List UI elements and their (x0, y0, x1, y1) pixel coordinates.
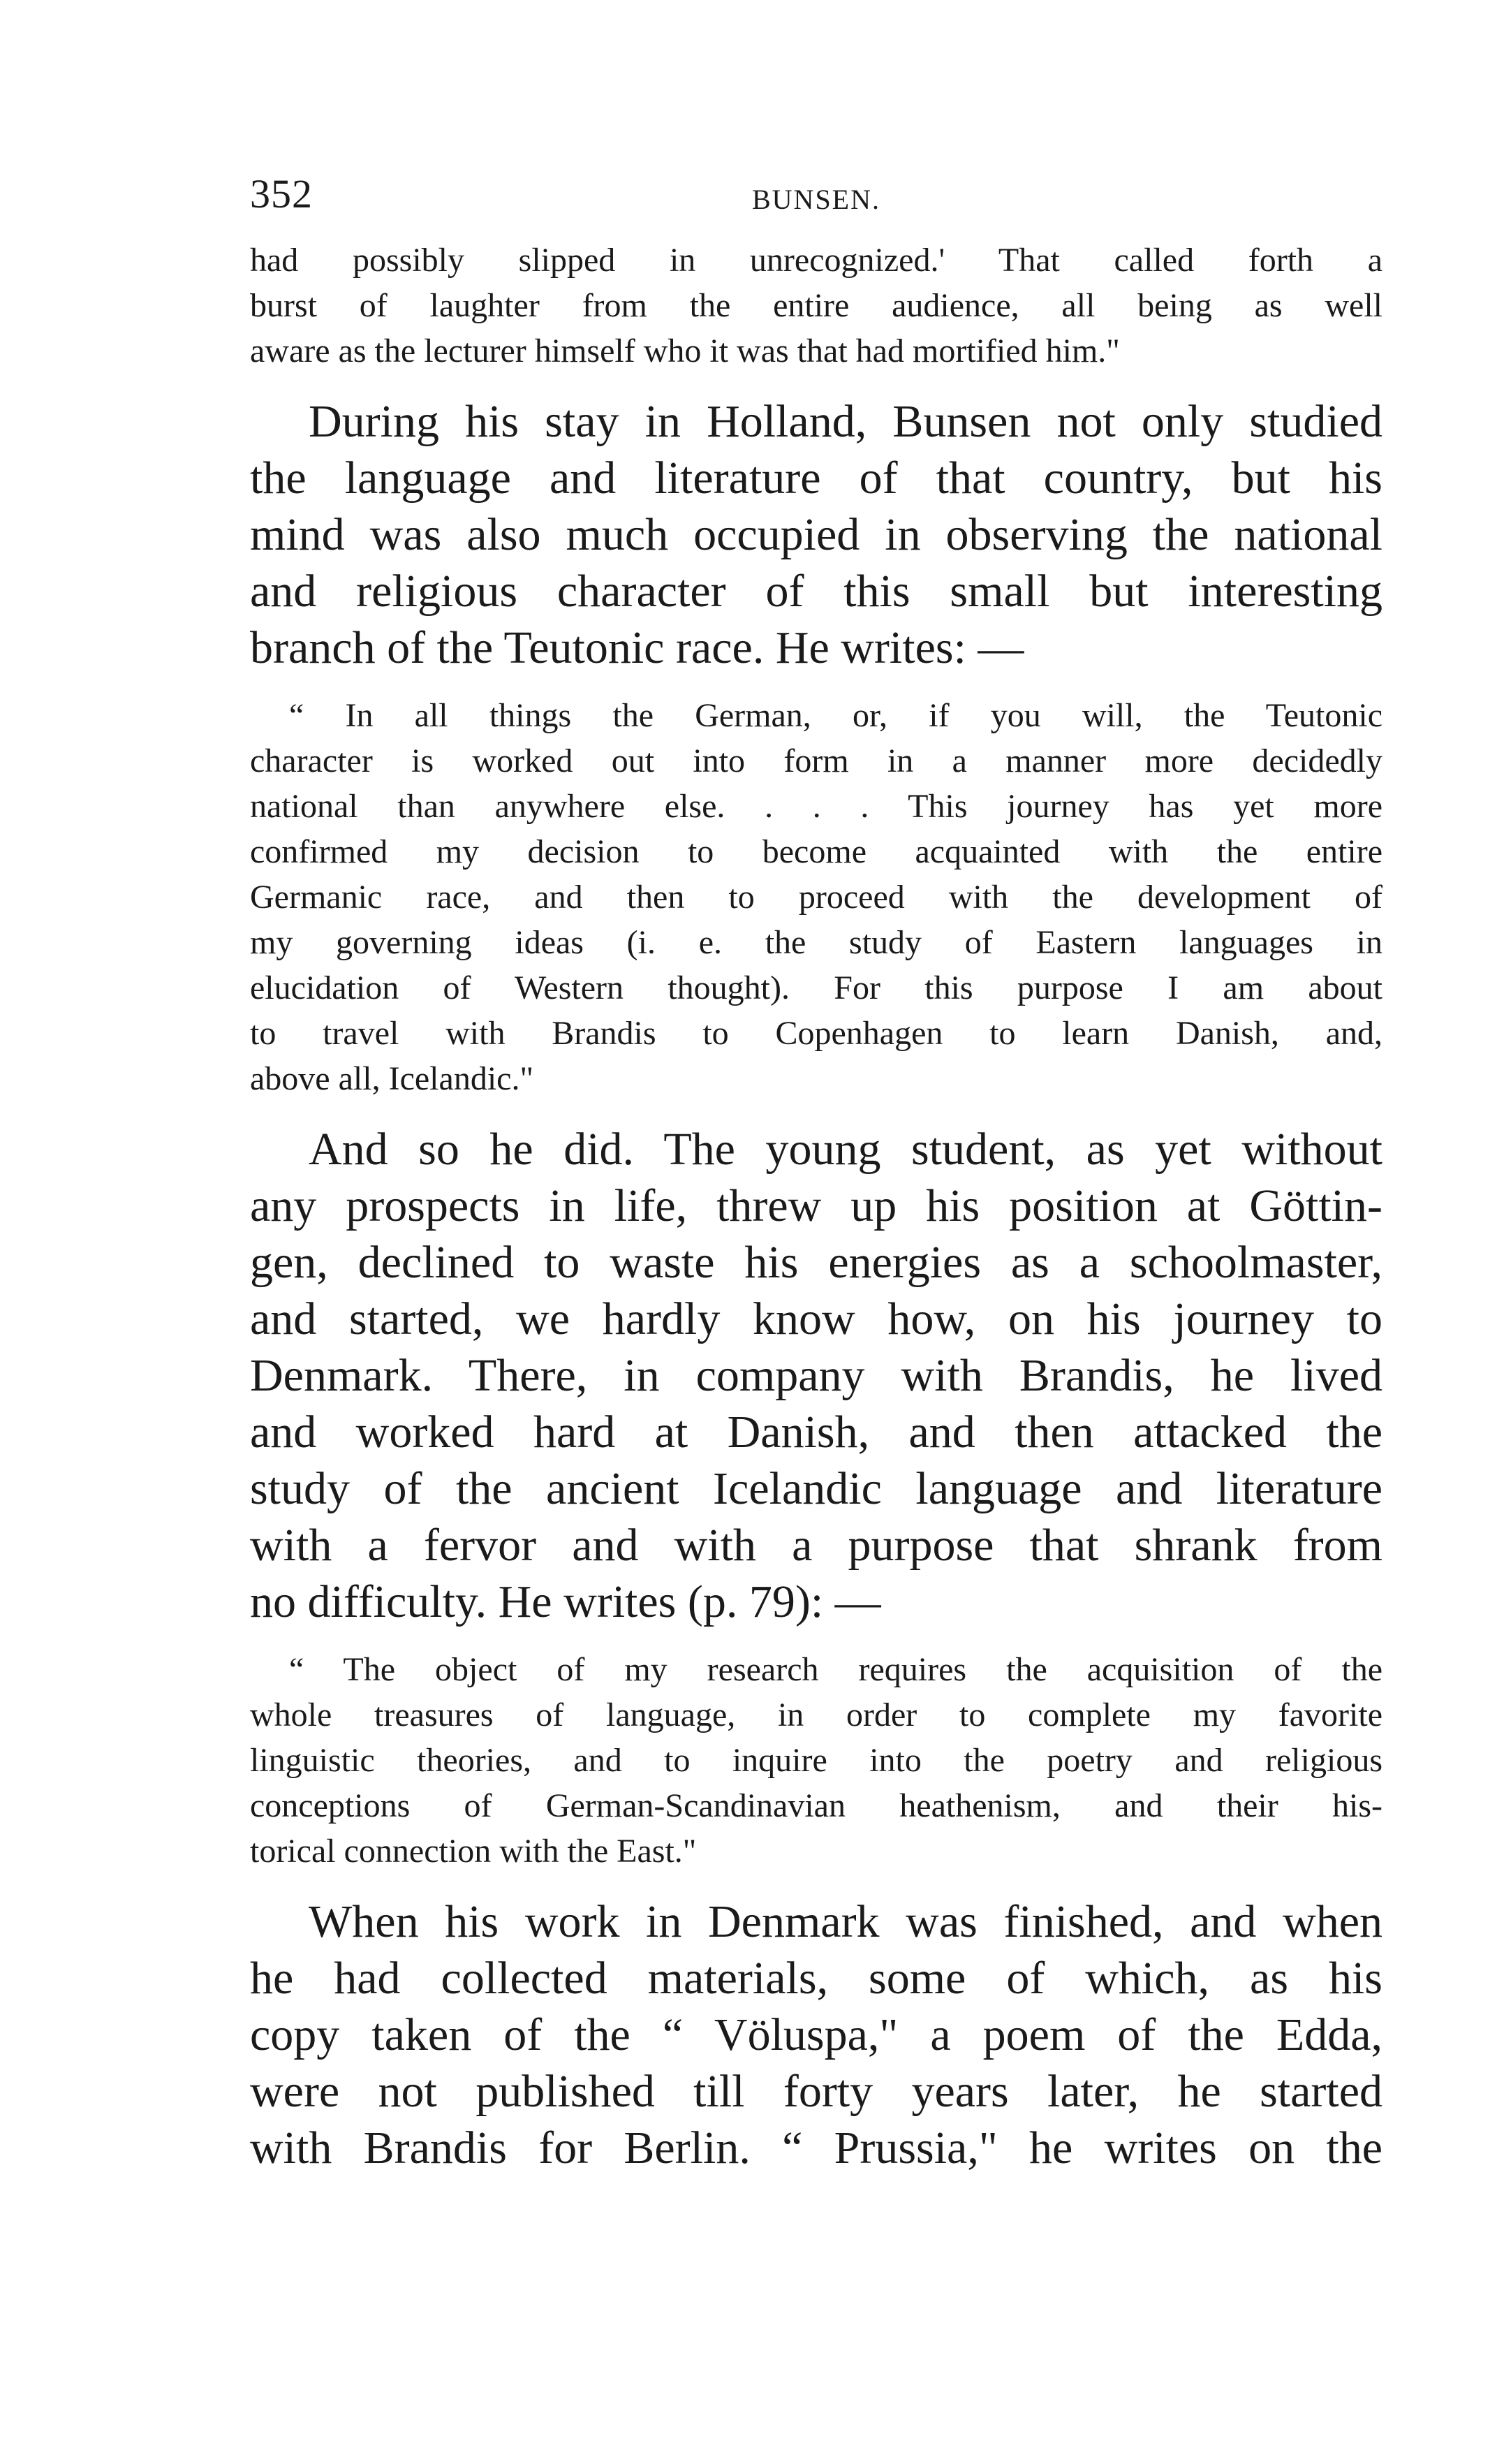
text-line: and religious character of this small but interesting (250, 566, 1382, 617)
book-page (250, 161, 1382, 2193)
paragraph-berlin (250, 1893, 1382, 2176)
text-line: When his work in Denmark was finished, and when (309, 1896, 1382, 1947)
page-header (250, 161, 1382, 237)
quote-research (250, 1647, 1382, 1874)
text-line: study of the ancient Icelandic language and literature (250, 1463, 1382, 1514)
text-line: gen, declined to waste his energies as a schoolmaster, (250, 1237, 1382, 1288)
text-line: elucidation of Western thought). For this purpose I am about (250, 969, 1382, 1006)
text-line: any prospects in life, threw up his position at Göttin- (250, 1180, 1382, 1231)
quote-continuation (250, 237, 1382, 374)
text-line: confirmed my decision to become acquainted with the entire (250, 833, 1382, 870)
text-line: And so he did. The young student, as yet without (309, 1124, 1382, 1175)
text-line: branch of the Teutonic race. He writes: — (250, 622, 1024, 673)
text-line: “ In all things the German, or, if you will, the Teutonic (289, 697, 1382, 734)
paragraph-holland (250, 393, 1382, 676)
paragraph-denmark (250, 1121, 1382, 1630)
text-line: to travel with Brandis to Copenhagen to learn Danish, and, (250, 1015, 1382, 1052)
text-line: he had collected materials, some of which, as his (250, 1953, 1382, 2004)
text-line: character is worked out into form in a manner more decidedly (250, 742, 1382, 779)
text-line: During his stay in Holland, Bunsen not only studied (309, 396, 1382, 447)
text-line: torical connection with the East." (250, 1833, 697, 1870)
text-line: burst of laughter from the entire audience, all being as well (250, 287, 1382, 324)
text-line: my governing ideas (i. e. the study of Eastern languages in (250, 924, 1382, 961)
text-line: “ The object of my research requires the acquisition of the (289, 1651, 1382, 1688)
text-line: with Brandis for Berlin. “ Prussia," he writes on the (250, 2122, 1382, 2173)
text-line: no difficulty. He writes (p. 79): — (250, 1576, 881, 1627)
text-line: copy taken of the “ Völuspa," a poem of the Edda, (250, 2009, 1382, 2060)
text-line: above all, Icelandic." (250, 1060, 534, 1097)
page-number: 352 (250, 171, 313, 217)
text-line: aware as the lecturer himself who it was that had mortified him." (250, 332, 1120, 369)
text-line: conceptions of German-Scandinavian heathenism, and their his- (250, 1787, 1382, 1824)
text-line: the language and literature of that country, but his (250, 453, 1382, 504)
text-line: were not published till forty years later, he started (250, 2066, 1382, 2117)
text-line: and worked hard at Danish, and then attacked the (250, 1407, 1382, 1458)
text-line: had possibly slipped in unrecognized.' That called forth a (250, 242, 1382, 279)
quote-teutonic (250, 693, 1382, 1101)
text-line: with a fervor and with a purpose that shrank from (250, 1520, 1382, 1571)
text-line: mind was also much occupied in observing the national (250, 509, 1382, 560)
text-line: national than anywhere else. . . . This journey has yet more (250, 788, 1382, 825)
text-line: linguistic theories, and to inquire into the poetry and religious (250, 1742, 1382, 1779)
text-line: and started, we hardly know how, on his journey to (250, 1293, 1382, 1344)
text-line: Germanic race, and then to proceed with the development of (250, 879, 1382, 916)
text-line: whole treasures of language, in order to complete my favorite (250, 1696, 1382, 1733)
running-head: BUNSEN. (751, 184, 881, 215)
text-line: Denmark. There, in company with Brandis, he lived (250, 1350, 1382, 1401)
